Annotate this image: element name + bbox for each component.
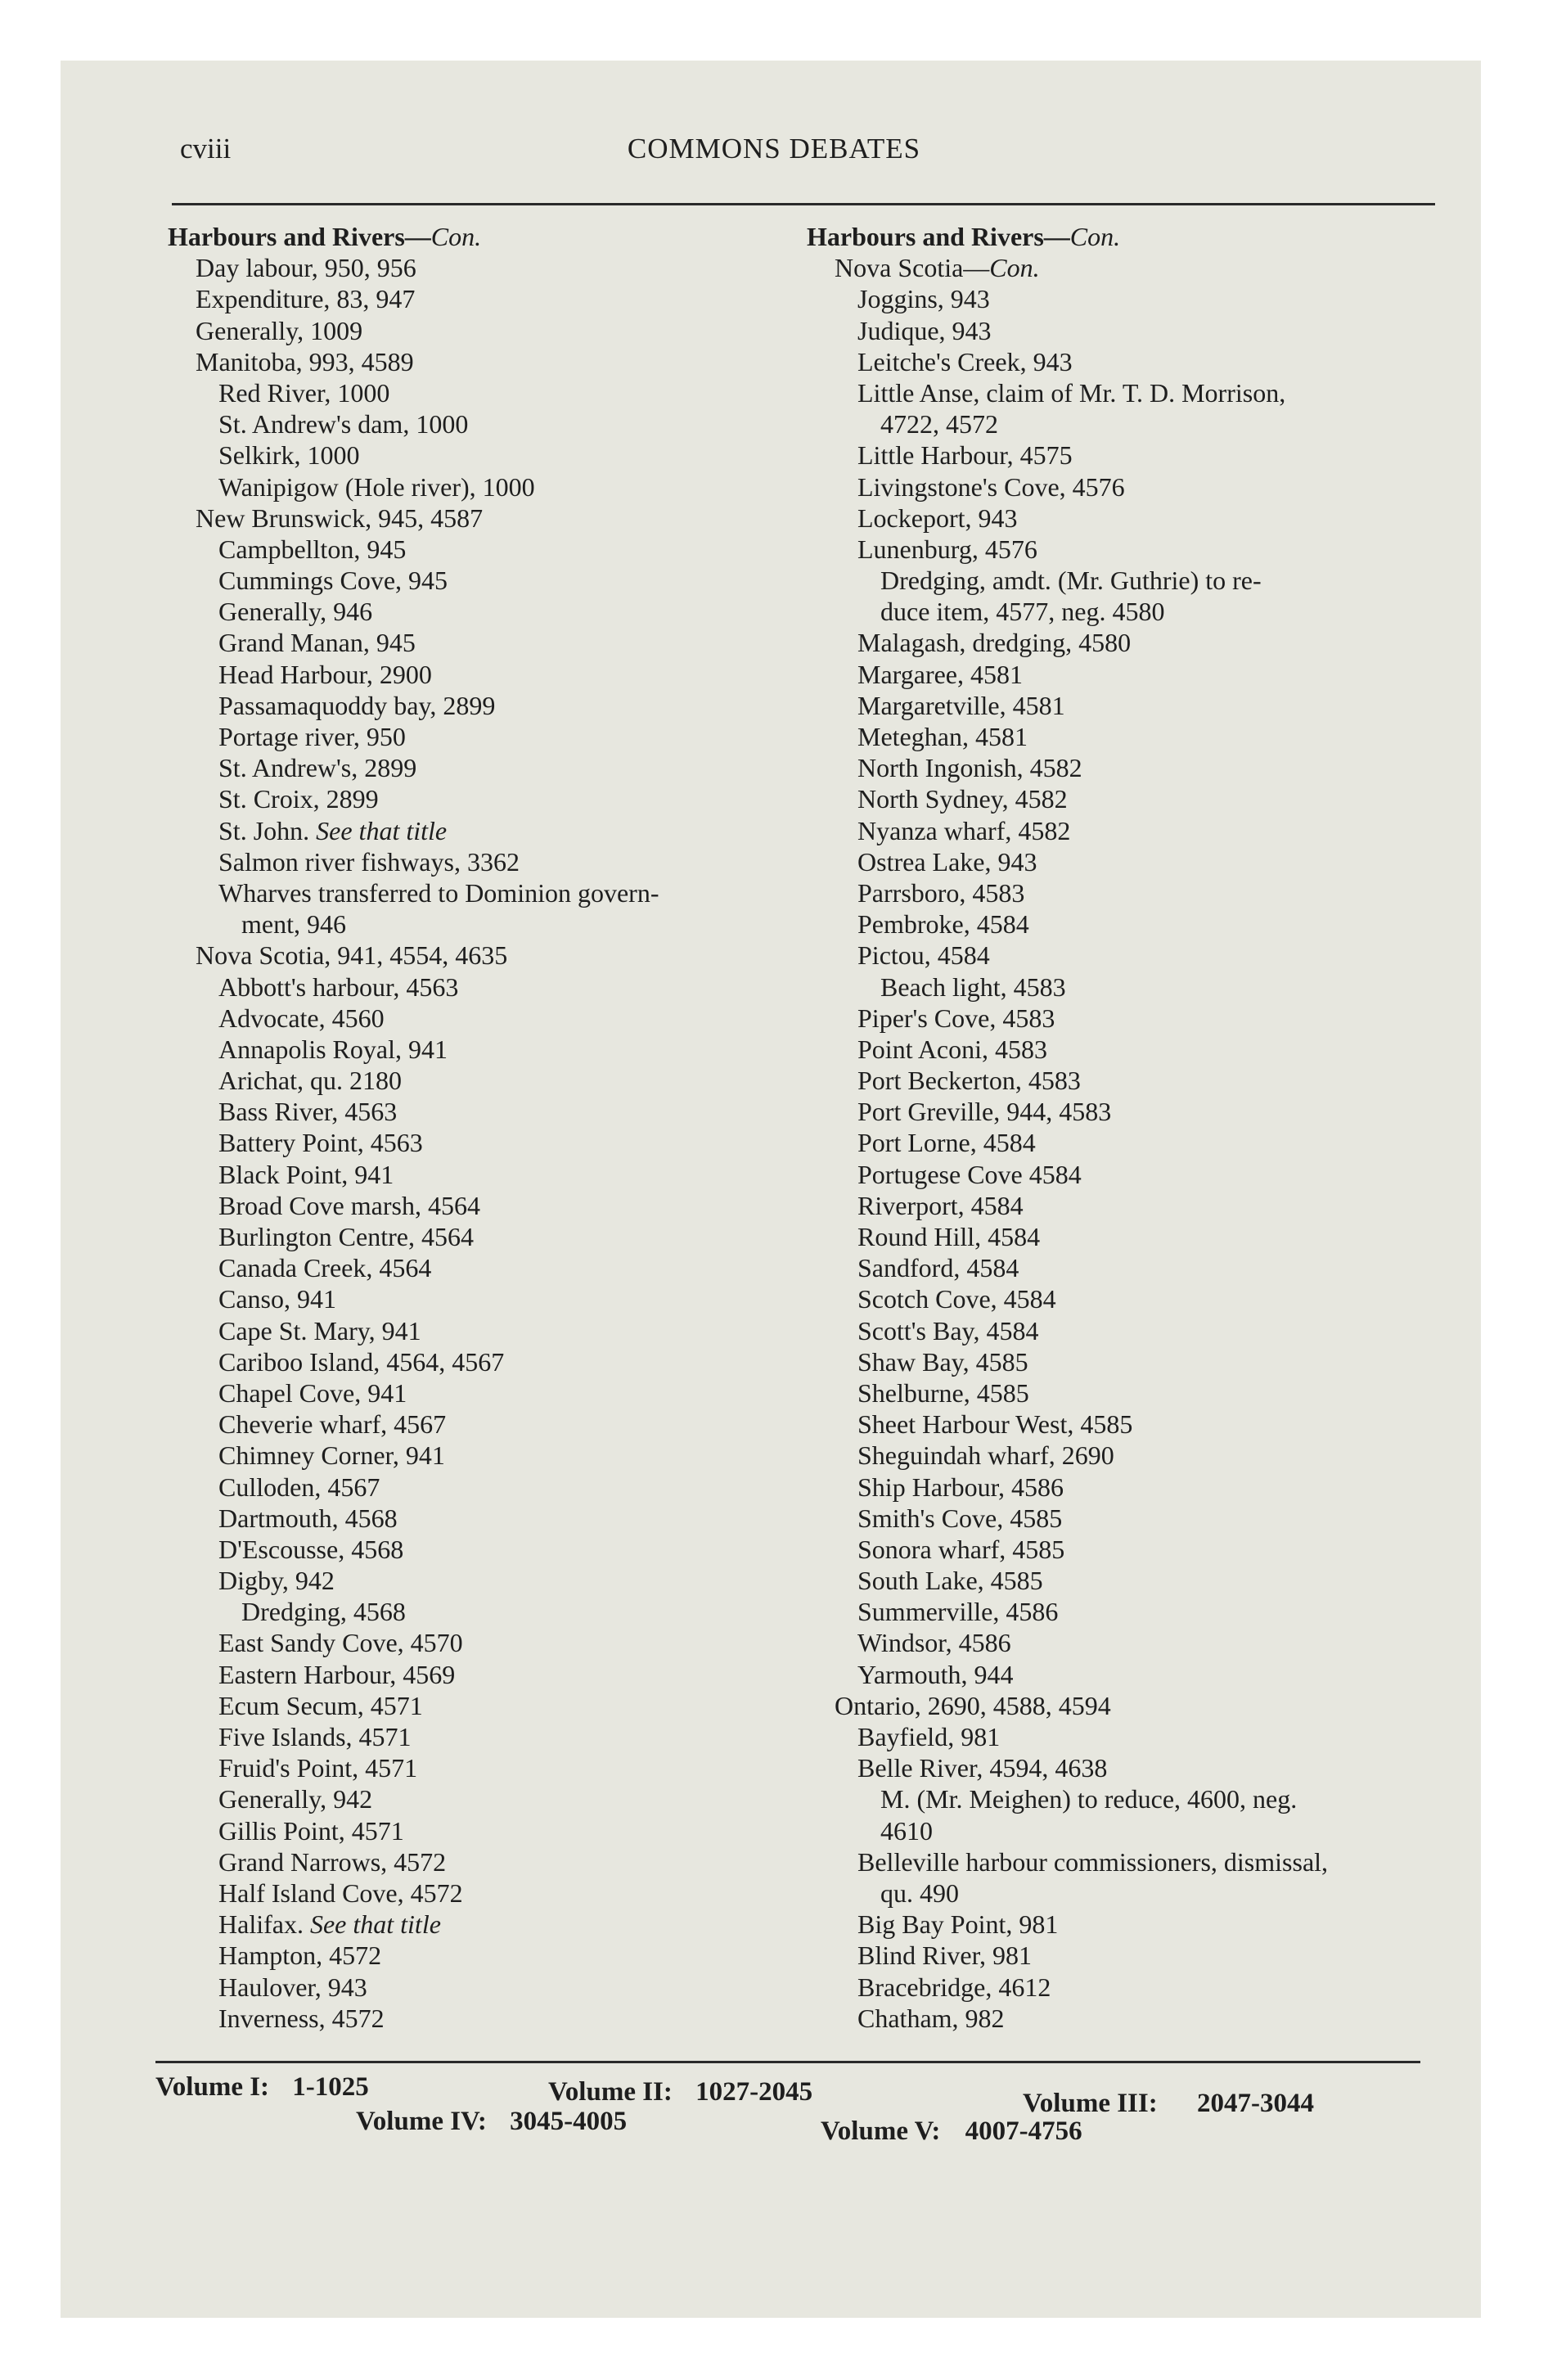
index-entry <box>807 1472 1453 1503</box>
entry-text: Advocate, 4560 <box>218 1003 385 1033</box>
index-entry <box>168 1034 814 1065</box>
index-entry <box>168 1596 814 1627</box>
entry-text: Portage river, 950 <box>218 722 406 751</box>
entry-text: Belle River, 4594, 4638 <box>857 1753 1108 1783</box>
index-entry <box>168 1815 814 1846</box>
volume-4 <box>356 2107 627 2137</box>
entry-text: Lunenburg, 4576 <box>857 534 1037 564</box>
entry-text: Malagash, dredging, 4580 <box>857 628 1132 658</box>
index-entry <box>168 1659 814 1690</box>
entry-text: Port Lorne, 4584 <box>857 1128 1036 1158</box>
index-entry <box>168 846 814 877</box>
index-entry <box>807 1940 1453 1971</box>
index-entry <box>168 940 814 971</box>
index-entry <box>168 690 814 721</box>
index-entry <box>168 721 814 752</box>
entry-text: 4722, 4572 <box>880 409 998 439</box>
entry-text: Nova Scotia— <box>835 253 990 283</box>
index-entry <box>168 315 814 346</box>
entry-text: Day labour, 950, 956 <box>196 253 416 283</box>
volume-range: 1027-2045 <box>695 2077 813 2107</box>
entry-text: New Brunswick, 945, 4587 <box>196 503 484 533</box>
right-column <box>807 221 1453 2034</box>
entry-text: Expenditure, 83, 947 <box>196 284 416 314</box>
entry-text: Big Bay Point, 981 <box>857 1909 1059 1940</box>
entry-text: Cape St. Mary, 941 <box>218 1315 421 1346</box>
index-heading <box>807 221 1453 252</box>
index-entry <box>807 1127 1453 1158</box>
volume-label: Volume V: <box>821 2116 941 2146</box>
volume-range: 4007-4756 <box>965 2116 1082 2146</box>
index-entry <box>168 1534 814 1565</box>
entry-text: Belleville harbour commissioners, dismissal, <box>857 1846 1329 1877</box>
entry-text: Manitoba, 993, 4589 <box>196 346 414 376</box>
entry-text: Red River, 1000 <box>218 377 390 408</box>
index-entry <box>807 783 1453 814</box>
index-entry <box>168 1846 814 1877</box>
index-entry <box>807 752 1453 783</box>
index-entry <box>807 815 1453 846</box>
entry-text: Bayfield, 981 <box>857 1722 1001 1751</box>
index-entry <box>807 1346 1453 1377</box>
index-entry <box>807 315 1453 346</box>
index-entry <box>168 1003 814 1034</box>
entry-text: Dartmouth, 4568 <box>218 1503 398 1533</box>
index-entry <box>807 1627 1453 1658</box>
entry-text: Nova Scotia, 941, 4554, 4635 <box>196 940 508 971</box>
entry-text: Burlington Centre, 4564 <box>218 1222 474 1251</box>
index-entry <box>807 971 1453 1003</box>
index-heading <box>168 221 814 252</box>
index-entry <box>168 596 814 627</box>
index-entry <box>168 1940 814 1971</box>
entry-text: St. Andrew's, 2899 <box>218 753 417 783</box>
entry-text: Chatham, 982 <box>857 2003 1005 2033</box>
index-entry <box>807 1377 1453 1409</box>
volume-5 <box>821 2116 1082 2147</box>
entry-text: Yarmouth, 944 <box>857 1659 1014 1689</box>
entry-text: Cariboo Island, 4564, 4567 <box>218 1346 505 1377</box>
volume-label: Volume III: <box>1023 2089 1158 2118</box>
index-entry <box>168 1783 814 1814</box>
page-title: COMMONS DEBATES <box>627 133 921 165</box>
index-entry <box>807 1409 1453 1440</box>
index-entry <box>807 1846 1453 1877</box>
index-entry <box>168 1065 814 1096</box>
index-entry <box>168 503 814 534</box>
index-entry <box>807 1690 1453 1721</box>
index-entry <box>168 752 814 783</box>
index-entry <box>807 1909 1453 1940</box>
entry-text: Annapolis Royal, 941 <box>218 1034 448 1064</box>
index-entry <box>168 1627 814 1658</box>
index-entry <box>168 1972 814 2003</box>
entry-text: Leitche's Creek, 943 <box>857 346 1073 376</box>
index-entry <box>168 471 814 503</box>
index-entry <box>807 1534 1453 1565</box>
index-entry <box>168 1440 814 1471</box>
index-entry <box>168 408 814 439</box>
volume-ranges <box>0 2072 1548 2187</box>
entry-text: Judique, 943 <box>857 315 992 345</box>
entry-text: Scott's Bay, 4584 <box>857 1315 1039 1346</box>
continued-marker: Con. <box>430 222 482 251</box>
index-entry <box>807 1972 1453 2003</box>
entry-text: Sheet Harbour West, 4585 <box>857 1409 1133 1440</box>
entry-text: Scotch Cove, 4584 <box>857 1284 1056 1314</box>
cross-reference: See that title <box>309 1909 441 1940</box>
index-entry <box>168 1877 814 1909</box>
entry-text: Riverport, 4584 <box>857 1190 1024 1220</box>
entry-text: Dredging, 4568 <box>241 1597 406 1627</box>
index-entry <box>807 1190 1453 1221</box>
index-entry <box>807 1283 1453 1314</box>
entry-text: St. John. <box>218 815 317 845</box>
entry-text: Cummings Cove, 945 <box>218 566 448 596</box>
entry-text: Meteghan, 4581 <box>857 722 1028 751</box>
entry-text: Digby, 942 <box>218 1566 335 1596</box>
entry-text: M. (Mr. Meighen) to reduce, 4600, neg. <box>880 1784 1298 1814</box>
index-entry <box>168 346 814 377</box>
index-entry <box>807 439 1453 471</box>
index-entry <box>168 1346 814 1377</box>
entry-text: Ostrea Lake, 943 <box>857 846 1037 877</box>
index-entry <box>807 1065 1453 1096</box>
index-entry <box>168 627 814 658</box>
index-entry <box>807 2003 1453 2034</box>
index-entry <box>807 690 1453 721</box>
entry-text: Sheguindah wharf, 2690 <box>857 1440 1114 1471</box>
entry-text: Ship Harbour, 4586 <box>857 1472 1064 1502</box>
index-entry <box>807 1877 1453 1909</box>
index-entry <box>807 659 1453 690</box>
index-entry <box>807 877 1453 908</box>
index-entry <box>168 1409 814 1440</box>
index-entry <box>168 1472 814 1503</box>
index-entry <box>807 1003 1453 1034</box>
index-entry <box>807 565 1453 596</box>
entry-text: Halifax. <box>218 1909 310 1940</box>
entry-text: Little Harbour, 4575 <box>857 440 1073 471</box>
cross-reference: See that title <box>316 815 448 845</box>
volume-label: Volume IV: <box>356 2107 487 2136</box>
entry-text: Round Hill, 4584 <box>857 1222 1041 1251</box>
index-entry <box>807 721 1453 752</box>
index-entry <box>807 1440 1453 1471</box>
entry-text: Hampton, 4572 <box>218 1941 382 1971</box>
entry-text: Abbott's harbour, 4563 <box>218 971 459 1002</box>
entry-text: St. Croix, 2899 <box>218 784 379 814</box>
entry-text: Smith's Cove, 4585 <box>857 1503 1063 1533</box>
index-entry <box>807 846 1453 877</box>
index-entry <box>807 1783 1453 1814</box>
index-entry <box>168 1127 814 1158</box>
entry-text: D'Escousse, 4568 <box>218 1534 404 1564</box>
index-entry <box>168 1096 814 1127</box>
volume-2 <box>548 2077 812 2107</box>
footer-rule <box>155 2061 1420 2063</box>
index-entry <box>807 627 1453 658</box>
entry-text: Joggins, 943 <box>857 284 990 314</box>
entry-text: Inverness, 4572 <box>218 2003 385 2033</box>
entry-text: Blind River, 981 <box>857 1941 1032 1971</box>
entry-text: Arichat, qu. 2180 <box>218 1066 402 1096</box>
index-entry <box>168 1159 814 1190</box>
index-entry <box>807 471 1453 503</box>
index-entry <box>168 1283 814 1314</box>
entry-text: Salmon river fishways, 3362 <box>218 846 520 877</box>
entry-text: Battery Point, 4563 <box>218 1128 423 1158</box>
entry-text: Port Beckerton, 4583 <box>857 1066 1081 1096</box>
entry-text: Dredging, amdt. (Mr. Guthrie) to re- <box>880 566 1262 596</box>
entry-text: Grand Narrows, 4572 <box>218 1846 447 1877</box>
index-entry <box>168 908 814 940</box>
index-entry <box>807 908 1453 940</box>
volume-label: Volume II: <box>548 2077 673 2107</box>
index-entry <box>168 534 814 565</box>
entry-text: Windsor, 4586 <box>857 1628 1011 1658</box>
entry-text: Canso, 941 <box>218 1284 336 1314</box>
left-column <box>168 221 814 2034</box>
entry-text: Sonora wharf, 4585 <box>857 1534 1065 1564</box>
entry-text: Cheverie wharf, 4567 <box>218 1409 447 1440</box>
entry-text: Head Harbour, 2900 <box>218 659 432 689</box>
index-entry <box>807 1752 1453 1783</box>
entry-text: Half Island Cove, 4572 <box>218 1877 463 1908</box>
entry-text: Chimney Corner, 941 <box>218 1440 445 1471</box>
entry-text: Harbours and Rivers— <box>168 222 431 251</box>
entry-text: Passamaquoddy bay, 2899 <box>218 690 496 720</box>
index-entry <box>168 1721 814 1752</box>
index-entry <box>807 1659 1453 1690</box>
entry-text: Point Aconi, 4583 <box>857 1034 1048 1064</box>
entry-text: Fruid's Point, 4571 <box>218 1753 418 1783</box>
entry-text: ment, 946 <box>241 909 346 940</box>
entry-text: Pictou, 4584 <box>857 940 990 971</box>
index-entry <box>168 1252 814 1283</box>
volume-range: 2047-3044 <box>1196 2089 1314 2118</box>
index-entry <box>168 659 814 690</box>
entry-text: Culloden, 4567 <box>218 1472 380 1502</box>
entry-text: Generally, 946 <box>218 597 373 627</box>
entry-text: Selkirk, 1000 <box>218 440 360 471</box>
index-entry <box>168 252 814 283</box>
entry-text: Nyanza wharf, 4582 <box>857 815 1071 845</box>
entry-text: Little Anse, claim of Mr. T. D. Morrison, <box>857 377 1286 408</box>
entry-text: East Sandy Cove, 4570 <box>218 1628 463 1658</box>
entry-text: Margaree, 4581 <box>857 659 1023 689</box>
index-entry <box>807 596 1453 627</box>
header-rule <box>172 203 1435 205</box>
entry-text: Beach light, 4583 <box>880 971 1066 1002</box>
index-entry <box>807 1096 1453 1127</box>
entry-text: Sandford, 4584 <box>857 1253 1019 1283</box>
index-entry <box>168 1221 814 1252</box>
page-header <box>0 133 1548 182</box>
continued-marker: Con. <box>989 253 1040 283</box>
entry-text: North Sydney, 4582 <box>857 784 1068 814</box>
entry-text: Parrsboro, 4583 <box>857 877 1025 908</box>
index-entry <box>168 877 814 908</box>
entry-text: Bass River, 4563 <box>218 1097 398 1127</box>
index-entry <box>807 283 1453 314</box>
entry-text: duce item, 4577, neg. 4580 <box>880 597 1165 627</box>
index-entry <box>168 1909 814 1940</box>
entry-text: North Ingonish, 4582 <box>857 753 1082 783</box>
entry-text: Chapel Cove, 941 <box>218 1377 407 1408</box>
entry-text: 4610 <box>880 1815 933 1846</box>
entry-text: Eastern Harbour, 4569 <box>218 1659 456 1689</box>
entry-text: St. Andrew's dam, 1000 <box>218 409 469 439</box>
index-entry <box>807 377 1453 408</box>
entry-text: Port Greville, 944, 4583 <box>857 1097 1112 1127</box>
index-entry <box>168 1752 814 1783</box>
entry-text: Margaretville, 4581 <box>857 690 1065 720</box>
index-entry <box>168 565 814 596</box>
entry-text: qu. 490 <box>880 1877 959 1908</box>
entry-text: Piper's Cove, 4583 <box>857 1003 1055 1033</box>
index-entry <box>168 2003 814 2034</box>
entry-text: Gillis Point, 4571 <box>218 1815 404 1846</box>
index-entry <box>168 783 814 814</box>
index-entry <box>807 408 1453 439</box>
entry-text: Canada Creek, 4564 <box>218 1253 432 1283</box>
index-entry <box>807 346 1453 377</box>
index-entry <box>807 503 1453 534</box>
index-entry <box>168 1565 814 1596</box>
entry-text: Broad Cove marsh, 4564 <box>218 1190 480 1220</box>
index-entry <box>168 1190 814 1221</box>
volume-range: 1-1025 <box>292 2072 369 2102</box>
entry-text: Wharves transferred to Dominion govern- <box>218 877 659 908</box>
continued-marker: Con. <box>1069 222 1121 251</box>
entry-text: Bracebridge, 4612 <box>857 1972 1051 2002</box>
volume-1 <box>155 2072 369 2103</box>
index-entry <box>168 283 814 314</box>
entry-text: Generally, 1009 <box>196 315 363 345</box>
index-entry <box>168 1503 814 1534</box>
entry-text: Lockeport, 943 <box>857 503 1018 533</box>
entry-text: Wanipigow (Hole river), 1000 <box>218 471 535 502</box>
volume-label: Volume I: <box>155 2072 270 2102</box>
index-entry <box>807 1221 1453 1252</box>
entry-text: Summerville, 4586 <box>857 1597 1059 1627</box>
index-entry <box>807 1315 1453 1346</box>
entry-text: Black Point, 941 <box>218 1159 394 1189</box>
entry-text: Five Islands, 4571 <box>218 1722 412 1751</box>
index-entry <box>168 377 814 408</box>
entry-text: Pembroke, 4584 <box>857 909 1029 940</box>
index-entry <box>807 1503 1453 1534</box>
index-entry <box>168 815 814 846</box>
index-entry <box>807 534 1453 565</box>
index-entry <box>807 1565 1453 1596</box>
index-entry <box>168 971 814 1003</box>
entry-text: Generally, 942 <box>218 1784 373 1814</box>
entry-text: Shaw Bay, 4585 <box>857 1346 1028 1377</box>
entry-text: Campbellton, 945 <box>218 534 407 564</box>
index-entry <box>168 1377 814 1409</box>
index-entry <box>168 1690 814 1721</box>
page-number: cviii <box>180 133 232 165</box>
index-entry <box>807 1815 1453 1846</box>
index-entry <box>807 940 1453 971</box>
entry-text: Ontario, 2690, 4588, 4594 <box>835 1690 1111 1720</box>
entry-text: Haulover, 943 <box>218 1972 367 2002</box>
entry-text: Livingstone's Cove, 4576 <box>857 471 1125 502</box>
index-entry <box>807 1159 1453 1190</box>
index-entry <box>168 1315 814 1346</box>
index-entry <box>807 252 1453 283</box>
index-entry <box>807 1252 1453 1283</box>
index-entry <box>807 1721 1453 1752</box>
entry-text: Shelburne, 4585 <box>857 1377 1029 1408</box>
entry-text: Grand Manan, 945 <box>218 628 416 658</box>
entry-text: South Lake, 4585 <box>857 1566 1043 1596</box>
volume-3 <box>1023 2089 1314 2119</box>
index-entry <box>807 1596 1453 1627</box>
index-entry <box>168 439 814 471</box>
entry-text: Harbours and Rivers— <box>807 222 1070 251</box>
index-entry <box>807 1034 1453 1065</box>
entry-text: Portugese Cove 4584 <box>857 1159 1082 1189</box>
volume-range: 3045-4005 <box>510 2107 628 2136</box>
entry-text: Ecum Secum, 4571 <box>218 1690 423 1720</box>
